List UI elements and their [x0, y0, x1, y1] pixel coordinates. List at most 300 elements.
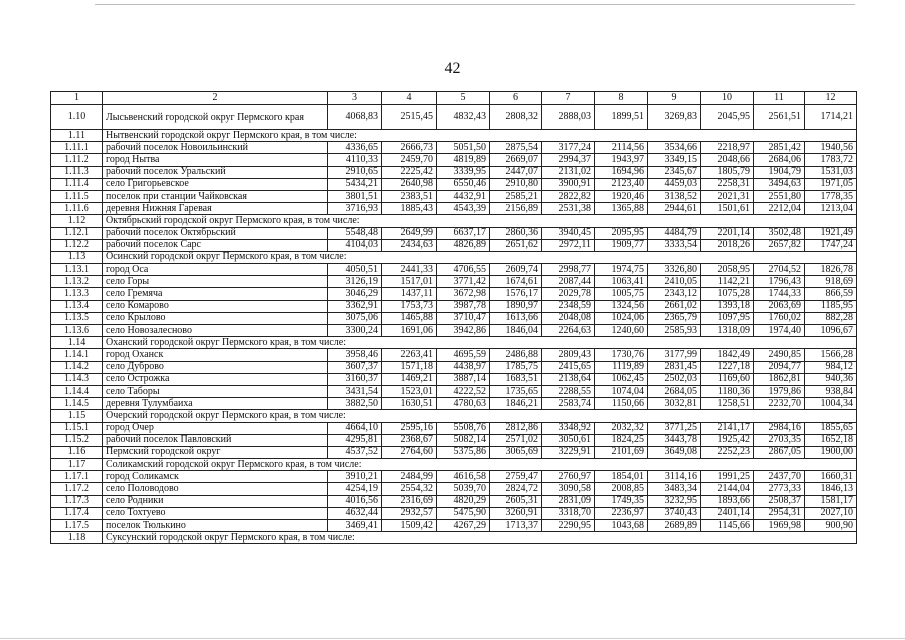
- value-cell: 2156,89: [490, 203, 542, 215]
- page-number: 42: [444, 60, 461, 77]
- row-code: 1.12: [51, 215, 103, 227]
- section-row: [51, 410, 857, 422]
- section-title: Октябрьский городской округ Пермского края, в том числе:: [103, 215, 857, 227]
- value-cell: 2345,67: [648, 166, 701, 178]
- value-cell: 1142,21: [701, 276, 754, 288]
- value-cell: 4222,52: [437, 385, 490, 397]
- value-cell: 3483,34: [648, 483, 701, 495]
- value-cell: 1576,17: [490, 288, 542, 300]
- value-cell: 3958,46: [328, 349, 382, 361]
- value-cell: 1920,46: [595, 190, 648, 202]
- row-name: село Половодово: [103, 483, 328, 495]
- row-code: 1.15.1: [51, 422, 103, 434]
- value-cell: 5475,90: [437, 507, 490, 519]
- header-row: [51, 92, 857, 105]
- column-header: 2: [103, 92, 328, 105]
- value-cell: 3987,78: [437, 300, 490, 312]
- value-cell: 2669,07: [490, 154, 542, 166]
- value-cell: 3046,29: [328, 288, 382, 300]
- value-cell: 1846,04: [490, 325, 542, 337]
- value-cell: 1465,88: [382, 312, 437, 324]
- value-cell: 3942,86: [437, 325, 490, 337]
- row-name: город Соликамск: [103, 471, 328, 483]
- value-cell: 1613,66: [490, 312, 542, 324]
- column-header: 10: [701, 92, 754, 105]
- value-cell: 1805,79: [701, 166, 754, 178]
- value-cell: 2048,08: [542, 312, 595, 324]
- value-cell: 882,28: [805, 312, 857, 324]
- table-row: [51, 325, 857, 337]
- value-cell: 1744,33: [754, 288, 805, 300]
- row-name: деревня Тулумбаиха: [103, 398, 328, 410]
- value-cell: 2666,73: [382, 142, 437, 154]
- section-title: Суксунский городской округ Пермского края, в том числе:: [103, 532, 857, 544]
- row-code: 1.11.5: [51, 190, 103, 202]
- row-code: 1.13.3: [51, 288, 103, 300]
- row-code: 1.14.4: [51, 385, 103, 397]
- value-cell: 1674,61: [490, 276, 542, 288]
- value-cell: 1005,75: [595, 288, 648, 300]
- row-code: 1.15.2: [51, 434, 103, 446]
- value-cell: 2263,41: [382, 349, 437, 361]
- column-header: 11: [754, 92, 805, 105]
- value-cell: 1581,17: [805, 495, 857, 507]
- value-cell: 1855,65: [805, 422, 857, 434]
- value-cell: 1862,81: [754, 373, 805, 385]
- value-cell: 1075,28: [701, 288, 754, 300]
- value-cell: 2910,65: [328, 166, 382, 178]
- value-cell: 2944,61: [648, 203, 701, 215]
- row-code: 1.17: [51, 459, 103, 471]
- value-cell: 4819,89: [437, 154, 490, 166]
- row-name: село Крылово: [103, 312, 328, 324]
- value-cell: 4254,19: [328, 483, 382, 495]
- value-cell: 3232,95: [648, 495, 701, 507]
- section-title: Нытвенский городской округ Пермского края, в том числе:: [103, 130, 857, 142]
- row-name: рабочий поселок Уральский: [103, 166, 328, 178]
- row-name: рабочий поселок Октябрьский: [103, 227, 328, 239]
- value-cell: 4295,81: [328, 434, 382, 446]
- value-cell: 3075,06: [328, 312, 382, 324]
- value-cell: 2689,89: [648, 520, 701, 532]
- section-row: [51, 215, 857, 227]
- value-cell: 1974,75: [595, 264, 648, 276]
- value-cell: 1694,96: [595, 166, 648, 178]
- value-cell: 3672,98: [437, 288, 490, 300]
- value-cell: 1501,61: [701, 203, 754, 215]
- value-cell: 2218,97: [701, 142, 754, 154]
- value-cell: 918,69: [805, 276, 857, 288]
- value-cell: 1943,97: [595, 154, 648, 166]
- value-cell: 2343,12: [648, 288, 701, 300]
- row-name: рабочий поселок Новоильинский: [103, 142, 328, 154]
- row-code: 1.13: [51, 251, 103, 263]
- row-code: 1.14.3: [51, 373, 103, 385]
- table-row: [51, 483, 857, 495]
- value-cell: 1735,65: [490, 385, 542, 397]
- value-cell: 938,84: [805, 385, 857, 397]
- value-cell: 2822,82: [542, 190, 595, 202]
- value-cell: 1523,01: [382, 385, 437, 397]
- column-header: 12: [805, 92, 857, 105]
- row-code: 1.14.2: [51, 361, 103, 373]
- value-cell: 2649,99: [382, 227, 437, 239]
- value-cell: 1063,41: [595, 276, 648, 288]
- value-cell: 2640,98: [382, 178, 437, 190]
- value-cell: 1185,95: [805, 300, 857, 312]
- value-cell: 2561,51: [754, 105, 805, 130]
- value-cell: 2888,03: [542, 105, 595, 130]
- value-cell: 2264,63: [542, 325, 595, 337]
- row-name: город Нытва: [103, 154, 328, 166]
- value-cell: 1393,18: [701, 300, 754, 312]
- value-cell: 1571,18: [382, 361, 437, 373]
- value-cell: 1921,49: [805, 227, 857, 239]
- table-row: [51, 190, 857, 202]
- value-cell: 4104,03: [328, 239, 382, 251]
- row-code: 1.13.4: [51, 300, 103, 312]
- value-cell: 4632,44: [328, 507, 382, 519]
- value-cell: 2138,64: [542, 373, 595, 385]
- value-cell: 2824,72: [490, 483, 542, 495]
- value-cell: 3126,19: [328, 276, 382, 288]
- row-name: город Оханск: [103, 349, 328, 361]
- value-cell: 3114,16: [648, 471, 701, 483]
- value-cell: 2972,11: [542, 239, 595, 251]
- column-header: 4: [382, 92, 437, 105]
- section-title: Оханский городской округ Пермского края, в том числе:: [103, 337, 857, 349]
- row-code: 1.18: [51, 532, 103, 544]
- value-cell: 1890,97: [490, 300, 542, 312]
- value-cell: 1660,31: [805, 471, 857, 483]
- value-cell: 2144,04: [701, 483, 754, 495]
- value-cell: 3065,69: [490, 446, 542, 458]
- section-title: Соликамский городской округ Пермского края, в том числе:: [103, 459, 857, 471]
- value-cell: 3469,41: [328, 520, 382, 532]
- value-cell: 2684,05: [648, 385, 701, 397]
- table-row: [51, 349, 857, 361]
- value-cell: 4068,83: [328, 105, 382, 130]
- value-cell: 4780,63: [437, 398, 490, 410]
- value-cell: 1258,51: [701, 398, 754, 410]
- table-row: [51, 276, 857, 288]
- value-cell: 1240,60: [595, 325, 648, 337]
- table-row: [51, 495, 857, 507]
- value-cell: 3771,42: [437, 276, 490, 288]
- table-row: [51, 178, 857, 190]
- value-cell: 1469,21: [382, 373, 437, 385]
- value-cell: 1517,01: [382, 276, 437, 288]
- value-cell: 1900,00: [805, 446, 857, 458]
- value-cell: 2554,32: [382, 483, 437, 495]
- value-cell: 2809,43: [542, 349, 595, 361]
- value-cell: 2401,14: [701, 507, 754, 519]
- table-row: [51, 471, 857, 483]
- value-cell: 1531,03: [805, 166, 857, 178]
- value-cell: 1074,04: [595, 385, 648, 397]
- column-header: 8: [595, 92, 648, 105]
- value-cell: 1969,98: [754, 520, 805, 532]
- value-cell: 2867,05: [754, 446, 805, 458]
- row-code: 1.17.4: [51, 507, 103, 519]
- value-cell: 5548,48: [328, 227, 382, 239]
- value-cell: 2021,31: [701, 190, 754, 202]
- value-cell: 1909,77: [595, 239, 648, 251]
- value-cell: 4820,29: [437, 495, 490, 507]
- value-cell: 1169,60: [701, 373, 754, 385]
- table-row: [51, 105, 857, 130]
- value-cell: 4543,39: [437, 203, 490, 215]
- value-cell: 3032,81: [648, 398, 701, 410]
- value-cell: 1509,42: [382, 520, 437, 532]
- value-cell: 1991,25: [701, 471, 754, 483]
- value-cell: 2383,51: [382, 190, 437, 202]
- value-cell: 2095,95: [595, 227, 648, 239]
- value-cell: 5039,70: [437, 483, 490, 495]
- value-cell: 2415,65: [542, 361, 595, 373]
- row-name: село Дуброво: [103, 361, 328, 373]
- row-name: село Горы: [103, 276, 328, 288]
- row-name: поселок при станции Чайковская: [103, 190, 328, 202]
- value-cell: 1747,24: [805, 239, 857, 251]
- row-code: 1.12.1: [51, 227, 103, 239]
- value-cell: 1150,66: [595, 398, 648, 410]
- value-cell: 2212,04: [754, 203, 805, 215]
- value-cell: 1683,51: [490, 373, 542, 385]
- value-cell: 1979,86: [754, 385, 805, 397]
- value-cell: 2236,97: [595, 507, 648, 519]
- value-cell: 3431,54: [328, 385, 382, 397]
- value-cell: 1904,79: [754, 166, 805, 178]
- row-code: 1.14: [51, 337, 103, 349]
- value-cell: 4267,29: [437, 520, 490, 532]
- value-cell: 2027,10: [805, 507, 857, 519]
- row-code: 1.11.3: [51, 166, 103, 178]
- value-cell: 2114,56: [595, 142, 648, 154]
- row-name: село Тохтуево: [103, 507, 328, 519]
- value-cell: 1227,18: [701, 361, 754, 373]
- row-code: 1.11.1: [51, 142, 103, 154]
- row-name: Лысьвенский городской округ Пермского края: [103, 105, 328, 130]
- value-cell: 1630,51: [382, 398, 437, 410]
- value-cell: 1753,73: [382, 300, 437, 312]
- table-body: [51, 92, 857, 544]
- value-cell: 4484,79: [648, 227, 701, 239]
- row-name: село Таборы: [103, 385, 328, 397]
- value-cell: 2459,70: [382, 154, 437, 166]
- value-cell: 2486,88: [490, 349, 542, 361]
- value-cell: 2141,17: [701, 422, 754, 434]
- table-row: [51, 300, 857, 312]
- row-code: 1.11: [51, 130, 103, 142]
- value-cell: 1783,72: [805, 154, 857, 166]
- value-cell: 1145,66: [701, 520, 754, 532]
- value-cell: 4826,89: [437, 239, 490, 251]
- value-cell: 3177,99: [648, 349, 701, 361]
- value-cell: 2018,26: [701, 239, 754, 251]
- section-row: [51, 532, 857, 544]
- value-cell: 3326,80: [648, 264, 701, 276]
- value-cell: 866,59: [805, 288, 857, 300]
- value-cell: 3177,24: [542, 142, 595, 154]
- value-cell: 6637,17: [437, 227, 490, 239]
- value-cell: 2595,16: [382, 422, 437, 434]
- row-code: 1.15: [51, 410, 103, 422]
- value-cell: 3801,51: [328, 190, 382, 202]
- value-cell: 1925,42: [701, 434, 754, 446]
- value-cell: 2316,69: [382, 495, 437, 507]
- value-cell: 2571,02: [490, 434, 542, 446]
- value-cell: 2484,99: [382, 471, 437, 483]
- table-row: [51, 142, 857, 154]
- value-cell: 4050,51: [328, 264, 382, 276]
- value-cell: 2447,07: [490, 166, 542, 178]
- value-cell: 3910,21: [328, 471, 382, 483]
- value-cell: 3318,70: [542, 507, 595, 519]
- value-cell: 2860,36: [490, 227, 542, 239]
- value-cell: 2657,82: [754, 239, 805, 251]
- value-cell: 3300,24: [328, 325, 382, 337]
- column-header: 3: [328, 92, 382, 105]
- row-code: 1.13.6: [51, 325, 103, 337]
- value-cell: 3362,91: [328, 300, 382, 312]
- value-cell: 2808,32: [490, 105, 542, 130]
- row-code: 1.12.2: [51, 239, 103, 251]
- value-cell: 1778,35: [805, 190, 857, 202]
- value-cell: 2515,45: [382, 105, 437, 130]
- value-cell: 2232,70: [754, 398, 805, 410]
- section-title: Очерский городской округ Пермского края, в том числе:: [103, 410, 857, 422]
- value-cell: 1749,35: [595, 495, 648, 507]
- value-cell: 2585,21: [490, 190, 542, 202]
- value-cell: 4832,43: [437, 105, 490, 130]
- value-cell: 2131,02: [542, 166, 595, 178]
- value-cell: 3900,91: [542, 178, 595, 190]
- value-cell: 2502,03: [648, 373, 701, 385]
- value-cell: 2258,31: [701, 178, 754, 190]
- value-cell: 3716,93: [328, 203, 382, 215]
- table-row: [51, 434, 857, 446]
- table-row: [51, 312, 857, 324]
- value-cell: 3229,91: [542, 446, 595, 458]
- value-cell: 3260,91: [490, 507, 542, 519]
- value-cell: 1846,21: [490, 398, 542, 410]
- value-cell: 1842,49: [701, 349, 754, 361]
- value-cell: 1940,56: [805, 142, 857, 154]
- value-cell: 2910,80: [490, 178, 542, 190]
- section-title: Осинский городской округ Пермского края, в том числе:: [103, 251, 857, 263]
- value-cell: 2831,45: [648, 361, 701, 373]
- value-cell: 1437,11: [382, 288, 437, 300]
- value-cell: 1096,67: [805, 325, 857, 337]
- row-code: 1.11.6: [51, 203, 103, 215]
- value-cell: 2994,37: [542, 154, 595, 166]
- value-cell: 2875,54: [490, 142, 542, 154]
- value-cell: 4459,03: [648, 178, 701, 190]
- row-name: город Оса: [103, 264, 328, 276]
- value-cell: 1024,06: [595, 312, 648, 324]
- value-cell: 1043,68: [595, 520, 648, 532]
- table-row: [51, 520, 857, 532]
- row-code: 1.11.4: [51, 178, 103, 190]
- value-cell: 2831,09: [542, 495, 595, 507]
- value-cell: 1846,13: [805, 483, 857, 495]
- value-cell: 1318,09: [701, 325, 754, 337]
- value-cell: 2932,57: [382, 507, 437, 519]
- row-code: 1.11.2: [51, 154, 103, 166]
- value-cell: 4616,58: [437, 471, 490, 483]
- value-cell: 3333,54: [648, 239, 701, 251]
- row-name: село Новозалесново: [103, 325, 328, 337]
- section-row: [51, 251, 857, 263]
- value-cell: 2434,63: [382, 239, 437, 251]
- table-row: [51, 373, 857, 385]
- table-row: [51, 507, 857, 519]
- value-cell: 2058,95: [701, 264, 754, 276]
- value-cell: 1004,34: [805, 398, 857, 410]
- scan-edge-top: [95, 4, 855, 5]
- value-cell: 2583,74: [542, 398, 595, 410]
- row-name: село Комарово: [103, 300, 328, 312]
- row-name: село Родники: [103, 495, 328, 507]
- table-row: [51, 227, 857, 239]
- value-cell: 2703,35: [754, 434, 805, 446]
- value-cell: 1691,06: [382, 325, 437, 337]
- value-cell: 2704,52: [754, 264, 805, 276]
- value-cell: 2773,33: [754, 483, 805, 495]
- value-cell: 2605,31: [490, 495, 542, 507]
- value-cell: 3710,47: [437, 312, 490, 324]
- value-cell: 2029,78: [542, 288, 595, 300]
- value-cell: 2585,93: [648, 325, 701, 337]
- value-cell: 2764,60: [382, 446, 437, 458]
- value-cell: 4336,65: [328, 142, 382, 154]
- row-name: рабочий поселок Сарс: [103, 239, 328, 251]
- value-cell: 3534,66: [648, 142, 701, 154]
- table-row: [51, 264, 857, 276]
- value-cell: 4432,91: [437, 190, 490, 202]
- value-cell: 1097,95: [701, 312, 754, 324]
- table-row: [51, 385, 857, 397]
- column-header: 9: [648, 92, 701, 105]
- scan-edge-bottom: [0, 638, 905, 639]
- value-cell: 2851,42: [754, 142, 805, 154]
- value-cell: 2759,47: [490, 471, 542, 483]
- value-cell: 1760,02: [754, 312, 805, 324]
- value-cell: 2410,05: [648, 276, 701, 288]
- value-cell: 3443,78: [648, 434, 701, 446]
- value-cell: 2760,97: [542, 471, 595, 483]
- value-cell: 1885,43: [382, 203, 437, 215]
- value-cell: 1899,51: [595, 105, 648, 130]
- value-cell: 3940,45: [542, 227, 595, 239]
- value-cell: 2812,86: [490, 422, 542, 434]
- row-code: 1.17.3: [51, 495, 103, 507]
- row-code: 1.14.5: [51, 398, 103, 410]
- value-cell: 2201,14: [701, 227, 754, 239]
- value-cell: 2368,67: [382, 434, 437, 446]
- row-name: село Гремяча: [103, 288, 328, 300]
- value-cell: 2225,42: [382, 166, 437, 178]
- value-cell: 4706,55: [437, 264, 490, 276]
- value-cell: 1854,01: [595, 471, 648, 483]
- value-cell: 2290,95: [542, 520, 595, 532]
- value-cell: 4110,33: [328, 154, 382, 166]
- column-header: 1: [51, 92, 103, 105]
- section-row: [51, 459, 857, 471]
- value-cell: 1824,25: [595, 434, 648, 446]
- tariff-table: [50, 91, 857, 544]
